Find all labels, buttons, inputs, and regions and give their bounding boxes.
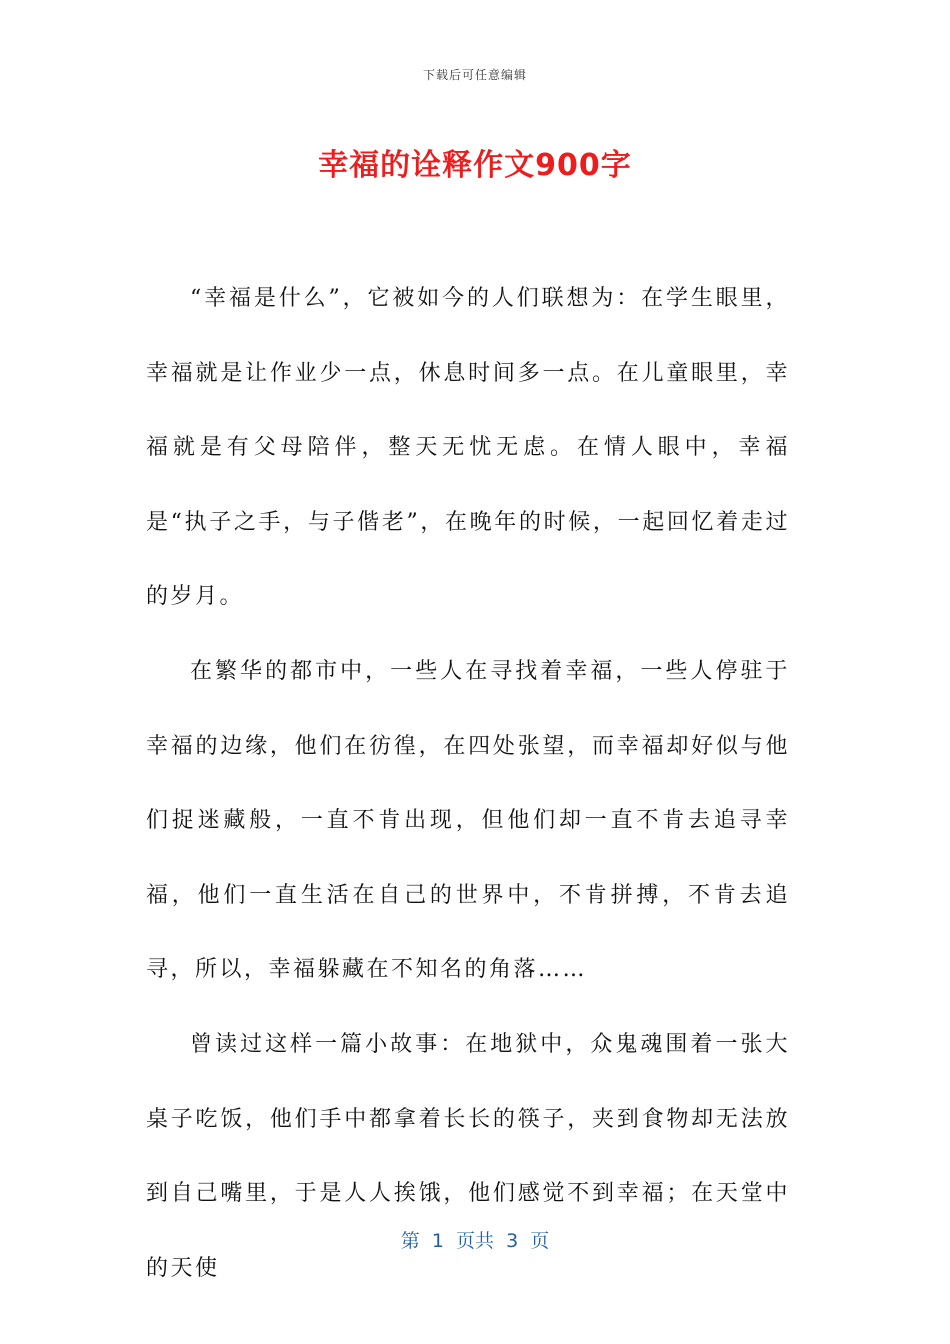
paragraph: “幸福是什么”，它被如今的人们联想为：在学生眼里，幸福就是让作业少一点，休息时间多一点。在儿童眼里，幸福就是有父母陪伴，整天无忧无虑。在情人眼中，幸福是“执子之手，与子偕老”，在晚年的时候，一起回忆着走过的岁月。 [146, 286, 790, 610]
header-note: 下载后可任意编辑 [422, 68, 527, 82]
page-number-footer: 第 1 页共 3 页 [400, 1230, 550, 1252]
document-title: 幸福的诠释作文900字 [318, 148, 632, 183]
paragraph: 在繁华的都市中，一些人在寻找着幸福，一些人停驻于幸福的边缘，他们在彷徨，在四处张望，而幸福却好似与他们捉迷藏般，一直不肯出现，但他们却一直不肯去追寻幸福，他们一直生活在自己的世界中，不肯拼搏，不肯去追寻，所以，幸福躲藏在不知名的角落…… [146, 658, 790, 983]
document-body [146, 262, 790, 1306]
paragraph: 曾读过这样一篇小故事：在地狱中，众鬼魂围着一张大桌子吃饭，他们手中都拿着长长的筷子，夹到食物却无法放到自己嘴里，于是人人挨饿，他们感觉不到幸福；在天堂中的天使 [146, 1031, 790, 1281]
